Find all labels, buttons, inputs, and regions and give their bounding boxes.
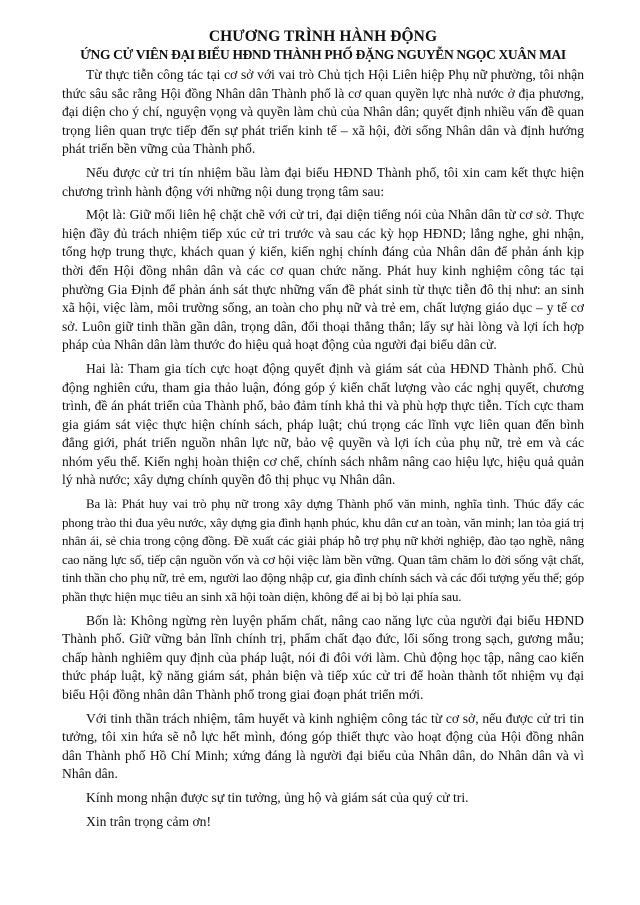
paragraph-point-three: Ba là: Phát huy vai trò phụ nữ trong xây dựng Thành phố văn minh, nghĩa tình. Thúc đẩy các phong trào thi đua yêu nước, xây dựng gia đình hạnh phúc, khu dân cư an toàn, văn minh; lan tỏa giá trị nhân ái, sẻ chia trong cộng đồng. Đề xuất các giải pháp hỗ trợ phụ nữ khởi nghiệp, đào tạo nghề, nâng cao năng lực số, tiếp cận nguồn vốn và cơ hội việc làm bền vững. Quan tâm chăm lo đời sống vật chất, tinh thần cho phụ nữ, trẻ em, người lao động nhập cư, gia đình chính sách và các đối tượng yếu thế; góp phần thực hiện mục tiêu an sinh xã hội toàn diện, không để ai bị bỏ lại phía sau. <box>62 497 584 605</box>
document-title: CHƯƠNG TRÌNH HÀNH ĐỘNG <box>208 28 438 45</box>
paragraph-intro: Từ thực tiễn công tác tại cơ sở với vai trò Chủ tịch Hội Liên hiệp Phụ nữ phường, tôi nhận thức sâu sắc rằng Hội đồng Nhân dân Thành phố là cơ quan quyền lực nhà nước ở địa phương, đại diện cho ý chí, nguyện vọng và quyền làm chủ của Nhân dân; quyết định nhiều vấn đề quan trọng liên quan trực tiếp đến sự phát triển kinh tế – xã hội, đời sống Nhân dân và định hướng phát triển bền vững của Thành phố. <box>62 67 584 157</box>
paragraph-thanks: Xin trân trọng cảm ơn! <box>86 813 211 829</box>
paragraph-point-four: Bốn là: Không ngừng rèn luyện phẩm chất, nâng cao năng lực của người đại biểu HĐND Thành phố. Giữ vững bản lĩnh chính trị, phẩm chất đạo đức, lối sống trong sạch, gương mẫu; chấp hành nghiêm quy định của pháp luật, nói đi đôi với làm. Chủ động học tập, nâng cao kiến thức pháp luật, kỹ năng giám sát, phản biện và tiếp xúc cử tri để hoàn thành tốt nhiệm vụ đại biểu Hội đồng nhân dân Thành phố trong giai đoạn phát triển mới. <box>62 612 584 702</box>
paragraph-commitment: Nếu được cử tri tín nhiệm bầu làm đại biểu HĐND Thành phố, tôi xin cam kết thực hiện chương trình hành động với những nội dung trọng tâm sau: <box>62 164 584 199</box>
paragraph-request: Kính mong nhận được sự tin tưởng, ủng hộ và giám sát của quý cử tri. <box>86 789 469 805</box>
paragraph-point-one: Một là: Giữ mối liên hệ chặt chẽ với cử tri, đại diện tiếng nói của Nhân dân từ cơ sở. Thực hiện đầy đủ trách nhiệm tiếp xúc cử tri trước và sau các kỳ họp HĐND; lắng nghe, ghi nhận, tổng hợp trung thực, khách quan ý kiến, kiến nghị chính đáng của Nhân dân để phản ánh kịp thời đến Hội đồng nhân dân và các cơ quan chức năng. Phát huy kinh nghiệm công tác tại phường Gia Định để phản ánh sát thực những vấn đề phát sinh từ thực tiễn đô thị như: an sinh xã hội, việc làm, môi trường sống, an toàn cho phụ nữ và trẻ em, chất lượng giáo dục – y tế cơ sở. Luôn giữ tinh thần gần dân, trọng dân, đối thoại thẳng thắn; lấy sự hài lòng và lợi ích hợp pháp của Nhân dân làm thước đo hiệu quả hoạt động của người đại biểu dân cử. <box>62 207 584 353</box>
paragraph-pledge: Với tinh thần trách nhiệm, tâm huyết và kinh nghiệm công tác từ cơ sở, nếu được cử tri tin tưởng, tôi xin hứa sẽ nỗ lực hết mình, đóng góp thiết thực vào hoạt động của Hội đồng nhân dân Thành phố Hồ Chí Minh; xứng đáng là người đại biểu của Nhân dân, do Nhân dân và vì Nhân dân. <box>62 710 584 782</box>
paragraph-point-two: Hai là: Tham gia tích cực hoạt động quyết định và giám sát của HĐND Thành phố. Chủ động nghiên cứu, tham gia thảo luận, đóng góp ý kiến chất lượng vào các nghị quyết, chương trình, đề án phát triển của Thành phố, bảo đảm tính khả thi và phù hợp thực tiễn. Tích cực tham gia giám sát việc thực hiện chính sách, pháp luật; chú trọng các lĩnh vực liên quan đến bình đẳng giới, phát triển nguồn nhân lực nữ, bảo vệ quyền và lợi ích của phụ nữ, trẻ em và các nhóm yếu thế. Kiến nghị hoàn thiện cơ chế, chính sách nhằm nâng cao hiệu lực, hiệu quả quản lý nhà nước; xây dựng chính quyền đô thị phục vụ Nhân dân. <box>62 360 584 488</box>
document-subtitle: ỨNG CỬ VIÊN ĐẠI BIỂU HĐND THÀNH PHỐ ĐẶNG NGUYỄN NGỌC XUÂN MAI <box>80 47 566 62</box>
